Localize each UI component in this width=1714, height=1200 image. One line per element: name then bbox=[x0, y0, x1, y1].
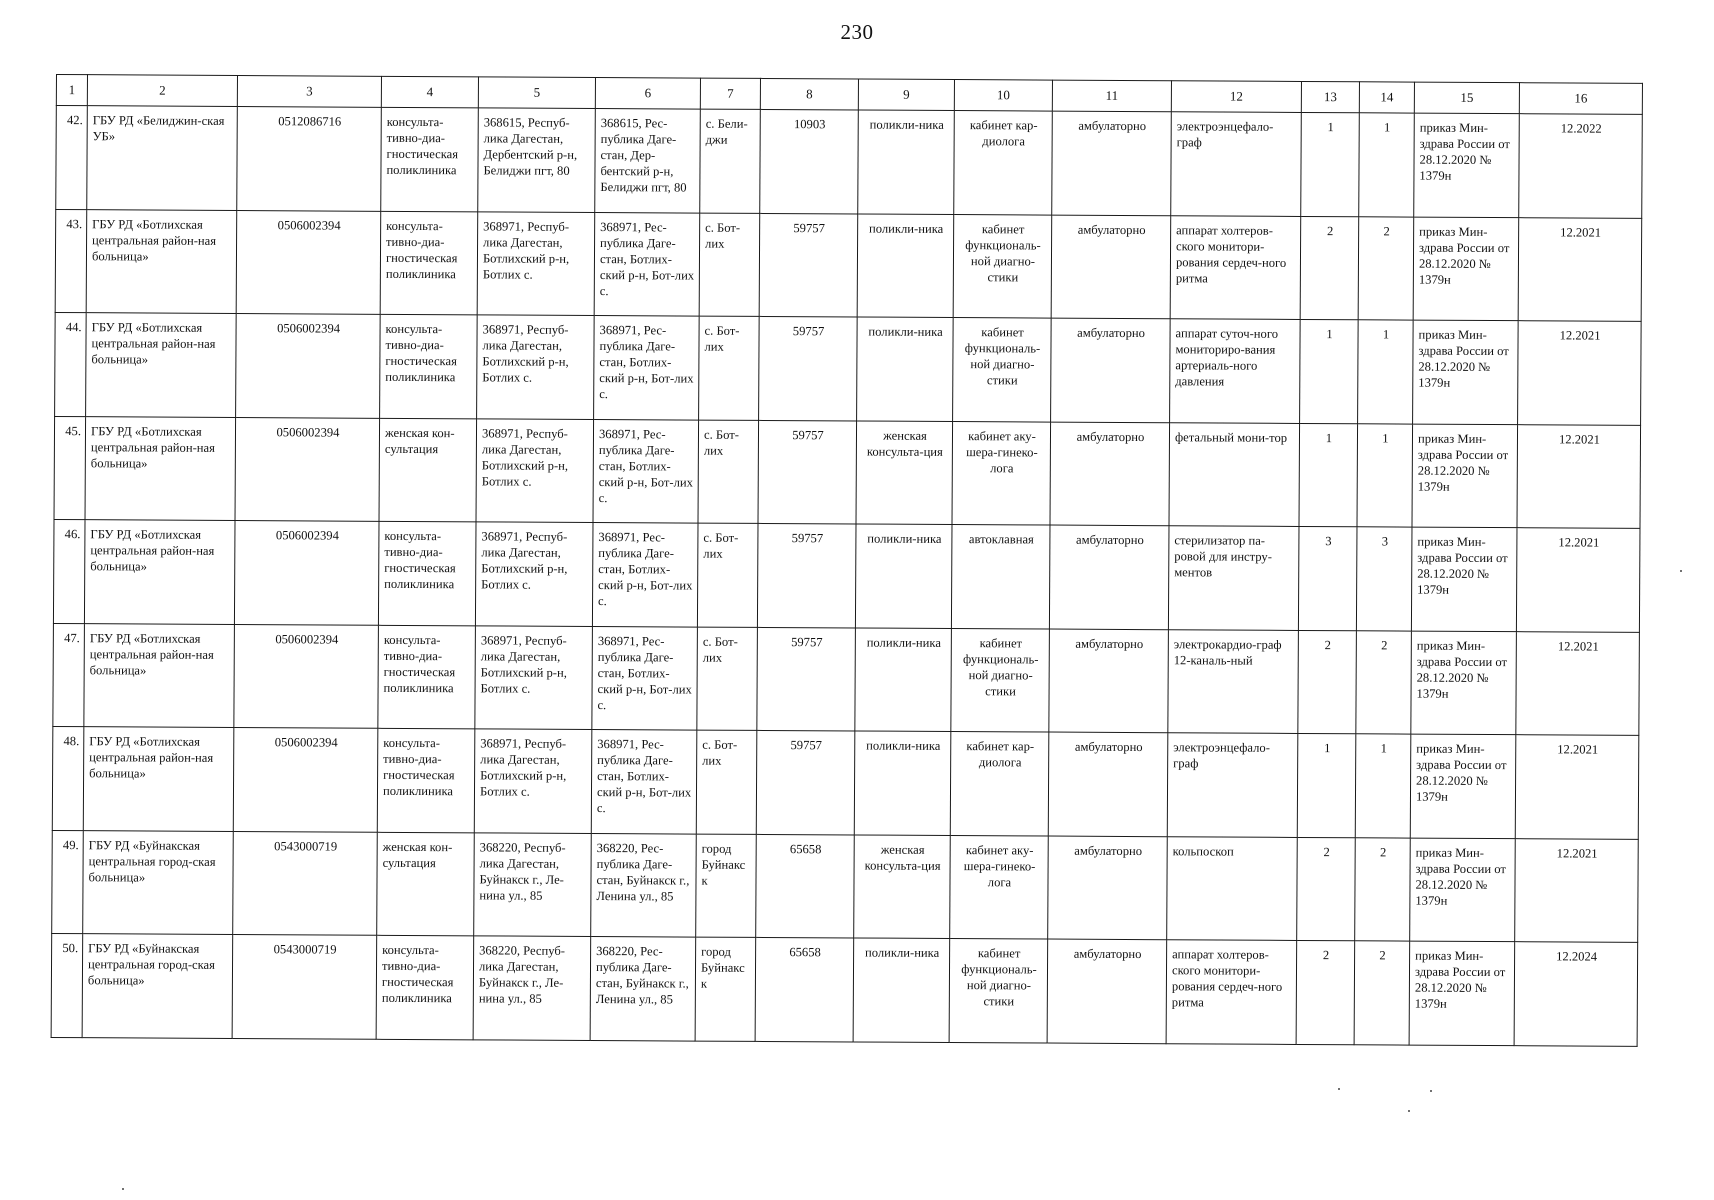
row-number: 49. bbox=[52, 830, 84, 934]
actual-address: 368971, Рес-публика Даге-стан, Ботлих-ский р-н, Бот-лих с. bbox=[594, 212, 700, 316]
regulatory-standard: приказ Мин-здрава России от 28.12.2020 № 1379н bbox=[1413, 217, 1519, 321]
oktmo-code: 59757 bbox=[758, 420, 857, 524]
settlement: с. Бот-лих bbox=[697, 523, 758, 627]
delivery-date: 12.2021 bbox=[1516, 528, 1640, 632]
care-form: амбулаторно bbox=[1050, 422, 1170, 526]
settlement: с. Бот-лих bbox=[696, 730, 757, 834]
column-header: 1 bbox=[56, 75, 87, 106]
equipment-name: электроэнцефало-граф bbox=[1171, 112, 1302, 216]
organization-name: ГБУ РД «Буйнакская центральная город-ская больница» bbox=[82, 934, 233, 1038]
care-form: амбулаторно bbox=[1049, 525, 1169, 629]
oktmo-code: 59757 bbox=[756, 730, 855, 834]
equipment-name: аппарат суточ-ного мониториро-вания артериаль-ного давления bbox=[1170, 319, 1301, 423]
delivery-date: 12.2022 bbox=[1519, 114, 1643, 218]
org-code: 0543000719 bbox=[232, 935, 377, 1039]
quantity-planned: 1 bbox=[1359, 113, 1415, 217]
actual-address: 368220, Рес-публика Даге-стан, Буйнакск г., Ленина ул., 85 bbox=[591, 833, 697, 937]
actual-address: 368971, Рес-публика Даге-стан, Ботлих-ский р-н, Бот-лих с. bbox=[593, 419, 699, 523]
column-header: 3 bbox=[237, 76, 381, 108]
org-code: 0506002394 bbox=[234, 521, 379, 625]
care-form: амбулаторно bbox=[1049, 629, 1169, 733]
room: кабинет функциональ-ной диагно-стики bbox=[951, 628, 1050, 732]
settlement: с. Бот-лих bbox=[697, 627, 758, 731]
division: поликли-ника bbox=[858, 110, 955, 214]
legal-address: 368971, Респуб-лика Дагестан, Ботлихский р-н, Ботлих с. bbox=[475, 625, 593, 729]
table-row bbox=[52, 726, 1639, 838]
room: кабинет функциональ-ной диагно-стики bbox=[953, 318, 1052, 422]
room: кабинет аку-шера-гинеко-лога bbox=[950, 835, 1049, 939]
quantity-required: 1 bbox=[1300, 319, 1359, 423]
row-number: 44. bbox=[55, 312, 87, 416]
org-code: 0506002394 bbox=[233, 728, 378, 832]
division: женская консульта-ция bbox=[854, 834, 951, 938]
oktmo-code: 59757 bbox=[757, 523, 856, 627]
structural-unit: консульта-тивно-диа-гностическая поликлиника bbox=[378, 521, 476, 625]
quantity-required: 2 bbox=[1298, 630, 1357, 734]
regulatory-standard: приказ Мин-здрава России от 28.12.2020 № 1379н bbox=[1414, 113, 1520, 217]
quantity-required: 3 bbox=[1298, 526, 1357, 630]
column-header: 8 bbox=[760, 78, 858, 110]
quantity-planned: 1 bbox=[1355, 734, 1411, 838]
quantity-required: 2 bbox=[1297, 837, 1356, 941]
structural-unit: консульта-тивно-диа-гностическая поликлиника bbox=[378, 625, 476, 729]
legal-address: 368971, Респуб-лика Дагестан, Ботлихский р-н, Ботлих с. bbox=[474, 729, 592, 833]
equipment-name: стерилизатор па-ровой для инстру-ментов bbox=[1168, 526, 1299, 630]
delivery-date: 12.2024 bbox=[1514, 942, 1638, 1046]
equipment-name: электрокардио-граф 12-каналь-ный bbox=[1168, 629, 1299, 733]
room: автоклавная bbox=[951, 525, 1050, 629]
organization-name: ГБУ РД «Белиджин-ская УБ» bbox=[87, 106, 238, 210]
org-code: 0512086716 bbox=[237, 107, 382, 211]
table-row bbox=[56, 106, 1643, 218]
column-header: 6 bbox=[595, 78, 700, 110]
organization-name: ГБУ РД «Ботлихская центральная район-ная больница» bbox=[86, 313, 237, 417]
regulatory-standard: приказ Мин-здрава России от 28.12.2020 № 1379н bbox=[1409, 941, 1515, 1045]
delivery-date: 12.2021 bbox=[1515, 735, 1639, 839]
column-header: 14 bbox=[1359, 82, 1414, 113]
column-header: 2 bbox=[87, 75, 237, 107]
row-number: 48. bbox=[52, 726, 84, 830]
settlement: с. Бели-джи bbox=[700, 109, 761, 213]
table-row bbox=[55, 312, 1642, 424]
division: поликли-ника bbox=[853, 938, 950, 1042]
legal-address: 368615, Респуб-лика Дагестан, Дербентский р-н, Белиджи пгт, 80 bbox=[478, 108, 596, 212]
legal-address: 368220, Респуб-лика Дагестан, Буйнакск г., Ле-нина ул., 85 bbox=[474, 832, 592, 936]
equipment-name: аппарат холтеров-ского монитори-рования сердеч-ного ритма bbox=[1166, 940, 1297, 1044]
table-row bbox=[55, 209, 1642, 321]
actual-address: 368615, Рес-публика Даге-стан, Дер-бентский р-н, Белиджи пгт, 80 bbox=[595, 109, 701, 213]
settlement: город Буйнакс к bbox=[695, 937, 756, 1041]
quantity-required: 2 bbox=[1296, 940, 1355, 1044]
room: кабинет функциональ-ной диагно-стики bbox=[949, 939, 1048, 1043]
organization-name: ГБУ РД «Ботлихская центральная район-ная больница» bbox=[84, 623, 235, 727]
column-header: 9 bbox=[858, 79, 954, 111]
room: кабинет кар-диолога bbox=[950, 732, 1049, 836]
delivery-date: 12.2021 bbox=[1517, 424, 1641, 528]
actual-address: 368971, Рес-публика Даге-стан, Ботлих-ский р-н, Бот-лих с. bbox=[594, 316, 700, 420]
quantity-planned: 2 bbox=[1358, 216, 1414, 320]
division: женская консульта-ция bbox=[856, 420, 953, 524]
room: кабинет функциональ-ной диагно-стики bbox=[953, 214, 1052, 318]
org-code: 0506002394 bbox=[236, 314, 381, 418]
org-code: 0506002394 bbox=[235, 417, 380, 521]
column-header: 11 bbox=[1052, 80, 1171, 112]
structural-unit: консульта-тивно-диа-гностическая поликлиника bbox=[380, 314, 478, 418]
row-number: 45. bbox=[54, 416, 86, 520]
room: кабинет кар-диолога bbox=[954, 111, 1053, 215]
quantity-planned: 1 bbox=[1357, 423, 1413, 527]
row-number: 50. bbox=[51, 933, 83, 1037]
equipment-name: кольпоскоп bbox=[1167, 836, 1298, 940]
row-number: 42. bbox=[56, 106, 88, 210]
org-code: 0506002394 bbox=[236, 210, 381, 314]
division: поликли-ника bbox=[855, 524, 952, 628]
quantity-planned: 3 bbox=[1356, 527, 1412, 631]
oktmo-code: 59757 bbox=[759, 213, 858, 317]
division: поликли-ника bbox=[857, 317, 954, 421]
regulatory-standard: приказ Мин-здрава России от 28.12.2020 № 1379н bbox=[1411, 631, 1517, 735]
division: поликли-ника bbox=[855, 627, 952, 731]
settlement: город Буйнакс к bbox=[696, 834, 757, 938]
regulatory-standard: приказ Мин-здрава России от 28.12.2020 № 1379н bbox=[1410, 838, 1516, 942]
legal-address: 368220, Респуб-лика Дагестан, Буйнакск г., Ле-нина ул., 85 bbox=[473, 936, 591, 1040]
organization-name: ГБУ РД «Ботлихская центральная район-ная больница» bbox=[84, 520, 235, 624]
legal-address: 368971, Респуб-лика Дагестан, Ботлихский р-н, Ботлих с. bbox=[476, 418, 594, 522]
legal-address: 368971, Респуб-лика Дагестан, Ботлихский р-н, Ботлих с. bbox=[477, 211, 595, 315]
quantity-required: 1 bbox=[1297, 733, 1356, 837]
scan-speck bbox=[1680, 570, 1682, 572]
structural-unit: консульта-тивно-диа-гностическая поликлиника bbox=[381, 107, 479, 211]
oktmo-code: 59757 bbox=[759, 316, 858, 420]
row-number: 46. bbox=[53, 519, 85, 623]
settlement: с. Бот-лих bbox=[699, 316, 760, 420]
scan-speck bbox=[1430, 1090, 1432, 1092]
care-form: амбулаторно bbox=[1047, 939, 1167, 1043]
page-number: 230 bbox=[840, 20, 874, 44]
table-row bbox=[52, 830, 1639, 942]
actual-address: 368971, Рес-публика Даге-стан, Ботлих-ский р-н, Бот-лих с. bbox=[592, 523, 698, 627]
organization-name: ГБУ РД «Ботлихская центральная район-ная больница» bbox=[85, 416, 236, 520]
regulatory-standard: приказ Мин-здрава России от 28.12.2020 № 1379н bbox=[1411, 527, 1517, 631]
column-header: 10 bbox=[954, 80, 1052, 112]
structural-unit: консульта-тивно-диа-гностическая поликлиника bbox=[377, 728, 475, 832]
equipment-name: аппарат холтеров-ского монитори-рования сердеч-ного ритма bbox=[1170, 215, 1301, 319]
oktmo-code: 65658 bbox=[755, 937, 854, 1041]
table-row bbox=[53, 623, 1640, 735]
equipment-name: электроэнцефало-граф bbox=[1167, 733, 1298, 837]
legal-address: 368971, Респуб-лика Дагестан, Ботлихский р-н, Ботлих с. bbox=[475, 522, 593, 626]
table-row bbox=[53, 519, 1640, 631]
quantity-required: 1 bbox=[1301, 112, 1360, 216]
oktmo-code: 10903 bbox=[760, 109, 859, 213]
care-form: амбулаторно bbox=[1051, 318, 1171, 422]
regulatory-standard: приказ Мин-здрава России от 28.12.2020 № 1379н bbox=[1413, 320, 1519, 424]
table-row bbox=[54, 416, 1641, 528]
row-number: 43. bbox=[55, 209, 87, 313]
regulatory-standard: приказ Мин-здрава России от 28.12.2020 № 1379н bbox=[1412, 424, 1518, 528]
actual-address: 368220, Рес-публика Даге-стан, Буйнакск г., Ленина ул., 85 bbox=[590, 936, 696, 1040]
column-header: 5 bbox=[478, 77, 595, 109]
quantity-planned: 2 bbox=[1356, 630, 1412, 734]
scan-speck bbox=[1408, 1110, 1410, 1112]
care-form: амбулаторно bbox=[1051, 215, 1171, 319]
organization-name: ГБУ РД «Ботлихская центральная район-ная больница» bbox=[83, 727, 234, 831]
actual-address: 368971, Рес-публика Даге-стан, Ботлих-ский р-н, Бот-лих с. bbox=[592, 626, 698, 730]
table-body bbox=[51, 106, 1642, 1046]
settlement: с. Бот-лих bbox=[698, 420, 759, 524]
document-sheet bbox=[51, 74, 1642, 1046]
structural-unit: консульта-тивно-диа-гностическая поликлиника bbox=[376, 935, 474, 1039]
delivery-date: 12.2021 bbox=[1518, 217, 1642, 321]
care-form: амбулаторно bbox=[1048, 836, 1168, 940]
table-row bbox=[51, 933, 1638, 1045]
delivery-date: 12.2021 bbox=[1518, 321, 1642, 425]
equipment-registry-table bbox=[51, 74, 1643, 1046]
regulatory-standard: приказ Мин-здрава России от 28.12.2020 № 1379н bbox=[1410, 734, 1516, 838]
quantity-planned: 2 bbox=[1354, 941, 1410, 1045]
scan-speck bbox=[122, 1188, 124, 1190]
organization-name: ГБУ РД «Ботлихская центральная район-ная больница» bbox=[86, 209, 237, 313]
care-form: амбулаторно bbox=[1052, 111, 1172, 215]
actual-address: 368971, Рес-публика Даге-стан, Ботлих-ский р-н, Бот-лих с. bbox=[591, 730, 697, 834]
column-header: 7 bbox=[700, 78, 760, 109]
division: поликли-ника bbox=[857, 213, 954, 317]
oktmo-code: 65658 bbox=[756, 834, 855, 938]
structural-unit: женская кон-сультация bbox=[377, 832, 475, 936]
organization-name: ГБУ РД «Буйнакская центральная город-ская больница» bbox=[83, 830, 234, 934]
org-code: 0506002394 bbox=[234, 624, 379, 728]
legal-address: 368971, Респуб-лика Дагестан, Ботлихский р-н, Ботлих с. bbox=[477, 315, 595, 419]
room: кабинет аку-шера-гинеко-лога bbox=[952, 421, 1051, 525]
column-header: 13 bbox=[1301, 81, 1359, 112]
quantity-planned: 1 bbox=[1358, 320, 1414, 424]
care-form: амбулаторно bbox=[1048, 732, 1168, 836]
quantity-planned: 2 bbox=[1355, 837, 1411, 941]
settlement: с. Бот-лих bbox=[699, 213, 760, 317]
delivery-date: 12.2021 bbox=[1515, 838, 1639, 942]
equipment-name: фетальный мони-тор bbox=[1169, 422, 1300, 526]
quantity-required: 1 bbox=[1299, 423, 1358, 527]
scan-speck bbox=[1338, 1088, 1340, 1090]
column-header: 12 bbox=[1171, 81, 1301, 113]
row-number: 47. bbox=[53, 623, 85, 727]
column-header: 4 bbox=[381, 76, 478, 108]
structural-unit: женская кон-сультация bbox=[379, 418, 477, 522]
oktmo-code: 59757 bbox=[757, 627, 856, 731]
division: поликли-ника bbox=[854, 731, 951, 835]
structural-unit: консульта-тивно-диа-гностическая поликлиника bbox=[380, 211, 478, 315]
delivery-date: 12.2021 bbox=[1516, 631, 1640, 735]
column-header: 16 bbox=[1519, 83, 1642, 115]
column-header: 15 bbox=[1414, 82, 1519, 114]
quantity-required: 2 bbox=[1300, 216, 1359, 320]
org-code: 0543000719 bbox=[233, 831, 378, 935]
